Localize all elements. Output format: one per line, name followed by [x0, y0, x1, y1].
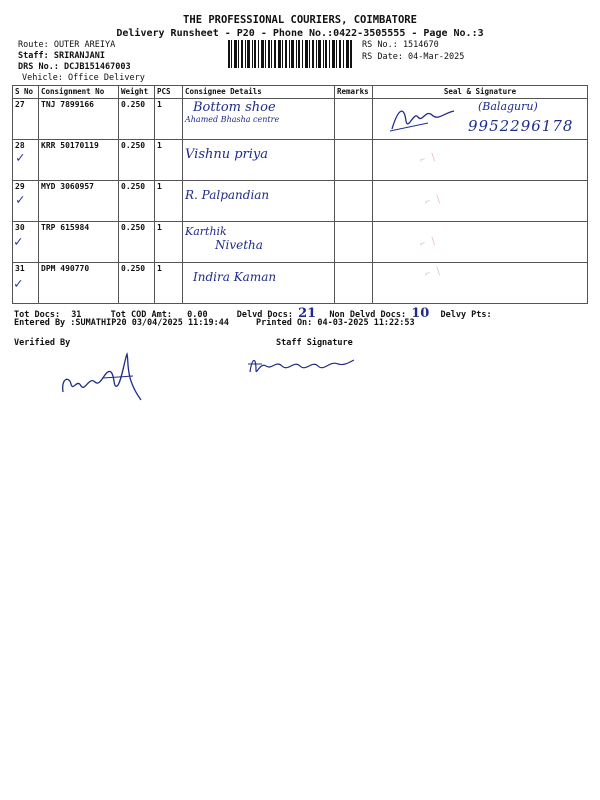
faint-stamp-mark: ⌐ | — [423, 193, 443, 209]
verified-by-signature — [55, 348, 145, 402]
table-row — [13, 263, 588, 304]
tot-cod-label: Tot COD Amt: — [110, 310, 172, 320]
table-row — [13, 222, 588, 263]
delvd-docs-label: Delvd Docs: — [236, 310, 294, 320]
tot-docs-label: Tot Docs: — [14, 310, 61, 320]
cell-consignee — [183, 99, 335, 140]
col-header-sno: S No — [13, 86, 39, 99]
cell-remarks — [335, 99, 373, 140]
non-delvd-value: 10 — [411, 306, 430, 321]
consignee-name: Bottom shoe — [193, 100, 276, 115]
route-label: Route: OUTER AREIYA — [18, 40, 116, 50]
table-row — [13, 140, 588, 181]
cell-remarks — [335, 222, 373, 263]
delvd-docs-value: 21 — [298, 306, 317, 321]
company-title: THE PROFESSIONAL COURIERS, COIMBATORE — [183, 14, 417, 26]
cell-signature — [373, 181, 588, 222]
rs-number: RS No.: 1514670 — [362, 40, 439, 50]
cell-consignment: TRP 615984 — [39, 222, 119, 263]
staff-label: Staff: — [18, 51, 49, 61]
faint-stamp-mark: ⌐ | — [423, 265, 443, 281]
cell-sno: 31 — [13, 263, 39, 304]
cell-pcs: 1 — [155, 181, 183, 222]
cell-pcs: 1 — [155, 222, 183, 263]
checkmark-icon: ✓ — [16, 192, 25, 208]
cell-consignment: KRR 50170119 — [39, 140, 119, 181]
cell-consignee — [183, 222, 335, 263]
cell-consignee — [183, 263, 335, 304]
runsheet-line: Delivery Runsheet - P20 - Phone No.:0422-3505555 - Page No.:3 — [116, 28, 484, 39]
cell-remarks — [335, 181, 373, 222]
cell-weight: 0.250 — [119, 263, 155, 304]
cell-weight: 0.250 — [119, 140, 155, 181]
col-header-remarks: Remarks — [335, 86, 373, 99]
checkmark-icon: ✓ — [16, 150, 25, 166]
rs-date: RS Date: 04-Mar-2025 — [362, 52, 465, 62]
cell-pcs: 1 — [155, 140, 183, 181]
cell-sno: 29 — [13, 181, 39, 222]
checkmark-icon: ✓ — [14, 276, 23, 292]
cell-signature — [373, 263, 588, 304]
signatory-name: (Balaguru) — [478, 100, 538, 113]
cell-consignee — [183, 140, 335, 181]
col-header-consignment: Consignment No — [39, 86, 119, 99]
staff-signature-label: Staff Signature — [276, 338, 353, 348]
consignee-name: Karthik — [185, 225, 227, 238]
col-header-signature: Seal & Signature — [373, 86, 588, 99]
tot-cod-value: 0.00 — [187, 310, 208, 320]
staff-line — [18, 51, 105, 61]
faint-stamp-mark: ⌐ | — [418, 235, 438, 251]
consignee-name: R. Palpandian — [185, 188, 270, 202]
cell-remarks — [335, 140, 373, 181]
consignee-name: Vishnu priya — [185, 147, 269, 162]
cell-sno: 30 — [13, 222, 39, 263]
table-header-row — [13, 86, 588, 99]
cell-weight: 0.250 — [119, 181, 155, 222]
staff-value: SRIRANJANI — [53, 51, 106, 61]
cell-sno: 28 — [13, 140, 39, 181]
cell-consignment: TNJ 7899166 — [39, 99, 119, 140]
col-header-pcs: PCS — [155, 86, 183, 99]
handwritten-signature — [388, 101, 458, 135]
delvy-pts-label: Delvy Pts: — [440, 310, 492, 320]
entered-by: Entered By :SUMATHIP20 03/04/2025 11:19:44 — [14, 318, 229, 328]
barcode-image — [228, 40, 352, 68]
cell-weight: 0.250 — [119, 99, 155, 140]
consignee-name-line2: Nivetha — [215, 238, 263, 252]
col-header-consignee: Consignee Details — [183, 86, 335, 99]
printed-on: Printed On: 04-03-2025 11:22:53 — [256, 318, 415, 328]
vehicle-label: Vehicle: Office Delivery — [22, 73, 145, 83]
consignee-name: Indira Kaman — [193, 270, 277, 284]
cell-consignment: MYD 3060957 — [39, 181, 119, 222]
checkmark-icon: ✓ — [14, 234, 23, 250]
cell-remarks — [335, 263, 373, 304]
table-row — [13, 99, 588, 140]
verified-by-label: Verified By — [14, 338, 71, 348]
cell-signature — [373, 140, 588, 181]
cell-signature — [373, 99, 588, 140]
cell-pcs: 1 — [155, 263, 183, 304]
cell-pcs: 1 — [155, 99, 183, 140]
non-delvd-label: Non Delvd Docs: — [329, 310, 407, 320]
cell-sno: 27 — [13, 99, 39, 140]
signatory-phone: 9952296178 — [468, 117, 574, 135]
cell-signature — [373, 222, 588, 263]
cell-consignment: DPM 490770 — [39, 263, 119, 304]
runsheet-table — [12, 85, 588, 304]
faint-stamp-mark: ⌐ | — [418, 151, 438, 167]
table-row — [13, 181, 588, 222]
tot-docs-value: 31 — [71, 310, 82, 320]
staff-signature — [246, 352, 356, 380]
consignee-address: Ahamed Bhasha centre — [185, 115, 280, 124]
drs-number: DRS No.: DCJB151467003 — [18, 62, 131, 72]
cell-weight: 0.250 — [119, 222, 155, 263]
cell-consignee — [183, 181, 335, 222]
col-header-weight: Weight — [119, 86, 155, 99]
